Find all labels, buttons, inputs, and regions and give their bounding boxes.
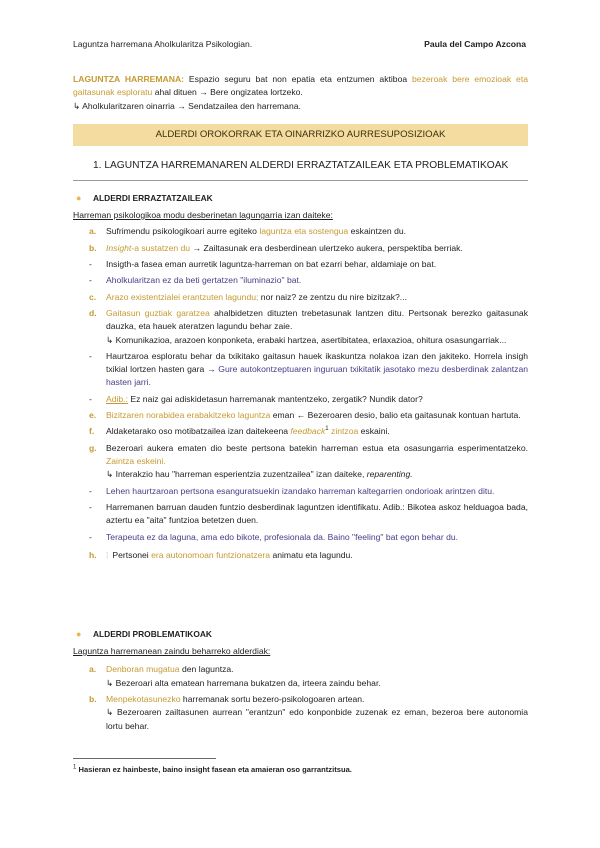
- item-text: → Zailtasunak era desberdinean ulertzeko aukera, perspektiba berriak.: [190, 242, 463, 253]
- intro-text-a: Espazio seguru bat non epatia eta entzumen aktiboa: [184, 74, 413, 84]
- list-item-h: [73, 549, 528, 562]
- list-item-dash: [73, 393, 528, 406]
- header-author: Paula del Campo Azcona: [424, 39, 526, 49]
- intro-text-b: ahal dituen → Bere ongizatea lortzeko.: [152, 87, 303, 98]
- item-text: ahalbidetzen dituzten trebetasunak lantzen ditu. Pertsonak berezko gaitasunak dauzka, eta hauek ateratzen lagundu behar zaie.: [106, 307, 528, 332]
- item-subtext: ↳ Komunikazioa, arazoen konponketa, erabaki hartzea, asertibitatea, erlaxazioa, ohitura osasungarriak...: [106, 334, 507, 345]
- item-text: Haurtzaroa esploratu behar da txikitako gaitasun hauek ikaskuntza nolakoa izan den jakiteko. Horrela insigh txikial lortzen hasten gara →: [106, 350, 528, 375]
- item-text: Pertsonei: [112, 549, 152, 560]
- item-text: eskaini.: [358, 426, 390, 437]
- list-item-a: [73, 225, 528, 238]
- list-item-dash: [73, 485, 528, 498]
- item-marker: -: [89, 350, 92, 361]
- item-highlight: -a sustatzen du: [131, 242, 191, 253]
- item-text: Aholkularitzan ez da beti gertatzen "iluminazio" bat.: [106, 275, 302, 286]
- item-marker: -: [89, 531, 92, 542]
- item-highlight: era autonomoan funtzionatzera: [151, 549, 271, 560]
- problematic-section: [73, 628, 528, 733]
- problematic-intro: Laguntza harremanean zaindu beharreko alderdiak:: [73, 646, 271, 657]
- item-subtext-text: ↳ Interakzio hau "harreman esperientzia zuzentzailea" izan daiteke,: [106, 469, 367, 480]
- cursor-bar-icon: ⁞: [106, 549, 109, 560]
- intro-term: LAGUNTZA HARREMANA:: [73, 74, 185, 84]
- facilitators-heading-text: ALDERDI ERRAZTATZAILEAK: [93, 193, 213, 203]
- item-highlight: laguntza eta sostengua: [259, 226, 349, 237]
- item-text: nor naiz? ze zentzu du nire bizitzak?...: [258, 291, 407, 302]
- item-marker: b.: [89, 693, 97, 704]
- item-highlight: Menpekotasunezko: [106, 693, 181, 704]
- item-marker: c.: [89, 291, 97, 302]
- item-highlight: Insight: [106, 242, 132, 253]
- list-item-f: [73, 425, 528, 438]
- item-text: Insigth-a fasea eman aurretik laguntza-harreman on bat ezarri behar, aldamiaje on bat.: [106, 258, 437, 269]
- item-highlight: Denboran mugatua: [106, 664, 180, 675]
- list-item-d: [73, 307, 528, 347]
- item-text: eman ← Bezeroaren desio, balio eta gaitasunak kontuan hartuta.: [270, 410, 521, 421]
- section-1-title: 1. LAGUNTZA HARREMANAREN ALDERDI ERRAZTATZAILEAK ETA PROBLEMATIKOAK: [93, 160, 509, 171]
- item-marker: d.: [89, 307, 97, 318]
- section-banner: ALDERDI OROKORRAK ETA OINARRIZKO AURRESUPOSIZIOAK: [73, 124, 528, 146]
- item-marker: a.: [89, 664, 97, 675]
- item-highlight: Arazo existentzialei erantzuten lagundu;: [106, 291, 259, 302]
- item-subtext: [106, 468, 528, 481]
- item-marker: e.: [89, 410, 97, 421]
- item-marker: b.: [89, 242, 97, 253]
- list-item-e: [73, 409, 528, 422]
- item-text: eskaintzen du.: [348, 226, 407, 237]
- item-marker: -: [89, 393, 92, 404]
- item-marker: f.: [89, 426, 95, 437]
- item-text: animatu eta lagundu.: [270, 549, 353, 560]
- footnote-divider: [73, 758, 216, 759]
- header-title: Laguntza harremana Aholkularitza Psikologian.: [73, 39, 253, 49]
- facilitators-heading: [73, 192, 528, 205]
- item-subtext-italic: reparenting.: [366, 469, 413, 480]
- list-item-dash: [73, 274, 528, 287]
- bullet-dot-icon: ●: [76, 629, 82, 639]
- item-marker: -: [89, 258, 92, 269]
- item-marker: a.: [89, 226, 97, 237]
- item-text: Terapeuta ez da laguna, ama edo bikote, profesionala da. Baino "feeling" bat egon behar du.: [106, 531, 459, 542]
- section-divider: [73, 180, 528, 181]
- problematic-heading-text: ALDERDI PROBLEMATIKOAK: [93, 629, 212, 639]
- item-text: Aldaketarako oso motibatzailea izan daitekeena: [106, 426, 291, 437]
- item-highlight: Bizitzaren norabidea erabakitzeko laguntza: [106, 410, 271, 421]
- list-item-dash: [73, 350, 528, 390]
- item-highlight: zintzoa: [328, 426, 359, 437]
- item-subtext: ↳ Bezeroaren zailtasunen aurrean "erantzun" edo konponbide zuzenak ez eman, bezeroa bere autonomia lortu behar.: [106, 707, 528, 731]
- facilitators-intro: Harreman psikologikoa modu desberinetan lagungarria izan daiteke:: [73, 210, 333, 221]
- item-text: Sufrimendu psikologikoari aurre egiteko: [106, 226, 260, 237]
- list-item-dash: [73, 501, 528, 528]
- problematic-heading: [73, 628, 528, 641]
- item-text: Bezeroari aukera ematen dio beste pertsona batekin harreman estua eta osasungarria esperimentatzeko.: [106, 442, 528, 453]
- item-highlight: Zaintza eskeini.: [106, 456, 166, 467]
- list-item-c: [73, 291, 528, 304]
- item-text: Harremanen barruan dauden funtzio desberdinak laguntzen identifikatu. Adib.: Bikotea askoz helduagoa bada, aztertu ea "aita" funtzioa betetzen duen.: [106, 501, 528, 526]
- footnote-ref: 1: [325, 426, 329, 433]
- list-item-b: [73, 693, 528, 733]
- intro-paragraph: [73, 73, 528, 100]
- bullet-dot-icon: ●: [76, 193, 82, 203]
- facilitators-section: [73, 192, 528, 562]
- item-marker: -: [89, 501, 92, 512]
- list-item-dash: [73, 531, 528, 544]
- item-subtext: ↳ Bezeroari alta ematean harremana bukatzen da, irteera zaindu behar.: [106, 677, 381, 688]
- item-highlight: feedback: [290, 426, 326, 437]
- item-marker: h.: [89, 549, 97, 560]
- item-text: Ez naiz gai adiskidetasun harremanak mantentzeko, zergatik? Nundik dator?: [127, 393, 423, 404]
- item-highlight: Gaitasun guztiak garatzea: [106, 307, 210, 318]
- footnote: [73, 764, 352, 776]
- item-marker: -: [89, 275, 92, 286]
- item-highlight: Gure autokontzeptuaren inguruan txikitatik jasotako mezu desberdinak zalantzan hasten jarri.: [106, 364, 528, 388]
- list-item-b: [73, 242, 528, 255]
- item-text: Lehen haurtzaroan pertsona esanguratsuekin izandako harreman kaltegarrien ondorioak arintzen ditu.: [106, 485, 495, 496]
- intro-definition: [73, 73, 528, 113]
- footnote-text: Hasieran ez hainbeste, baino insight fasean eta amaieran oso garrantzitsua.: [76, 765, 352, 774]
- item-marker: g.: [89, 442, 97, 453]
- list-item-dash: [73, 258, 528, 271]
- item-highlight: Adib.:: [106, 393, 128, 404]
- intro-highlight: bezeroak bere emozioak eta gaitasunak esploratu: [73, 74, 528, 98]
- list-item-a: [73, 663, 528, 690]
- footnote-mark: 1: [73, 764, 77, 771]
- item-marker: -: [89, 485, 92, 496]
- list-item-g: [73, 442, 528, 482]
- item-text: den laguntza.: [179, 664, 234, 675]
- item-text: harremanak sortu bezero-psikologoaren artean.: [180, 693, 365, 704]
- intro-subline: ↳ Aholkularitzaren oinarria → Sendatzailea den harremana.: [73, 100, 301, 111]
